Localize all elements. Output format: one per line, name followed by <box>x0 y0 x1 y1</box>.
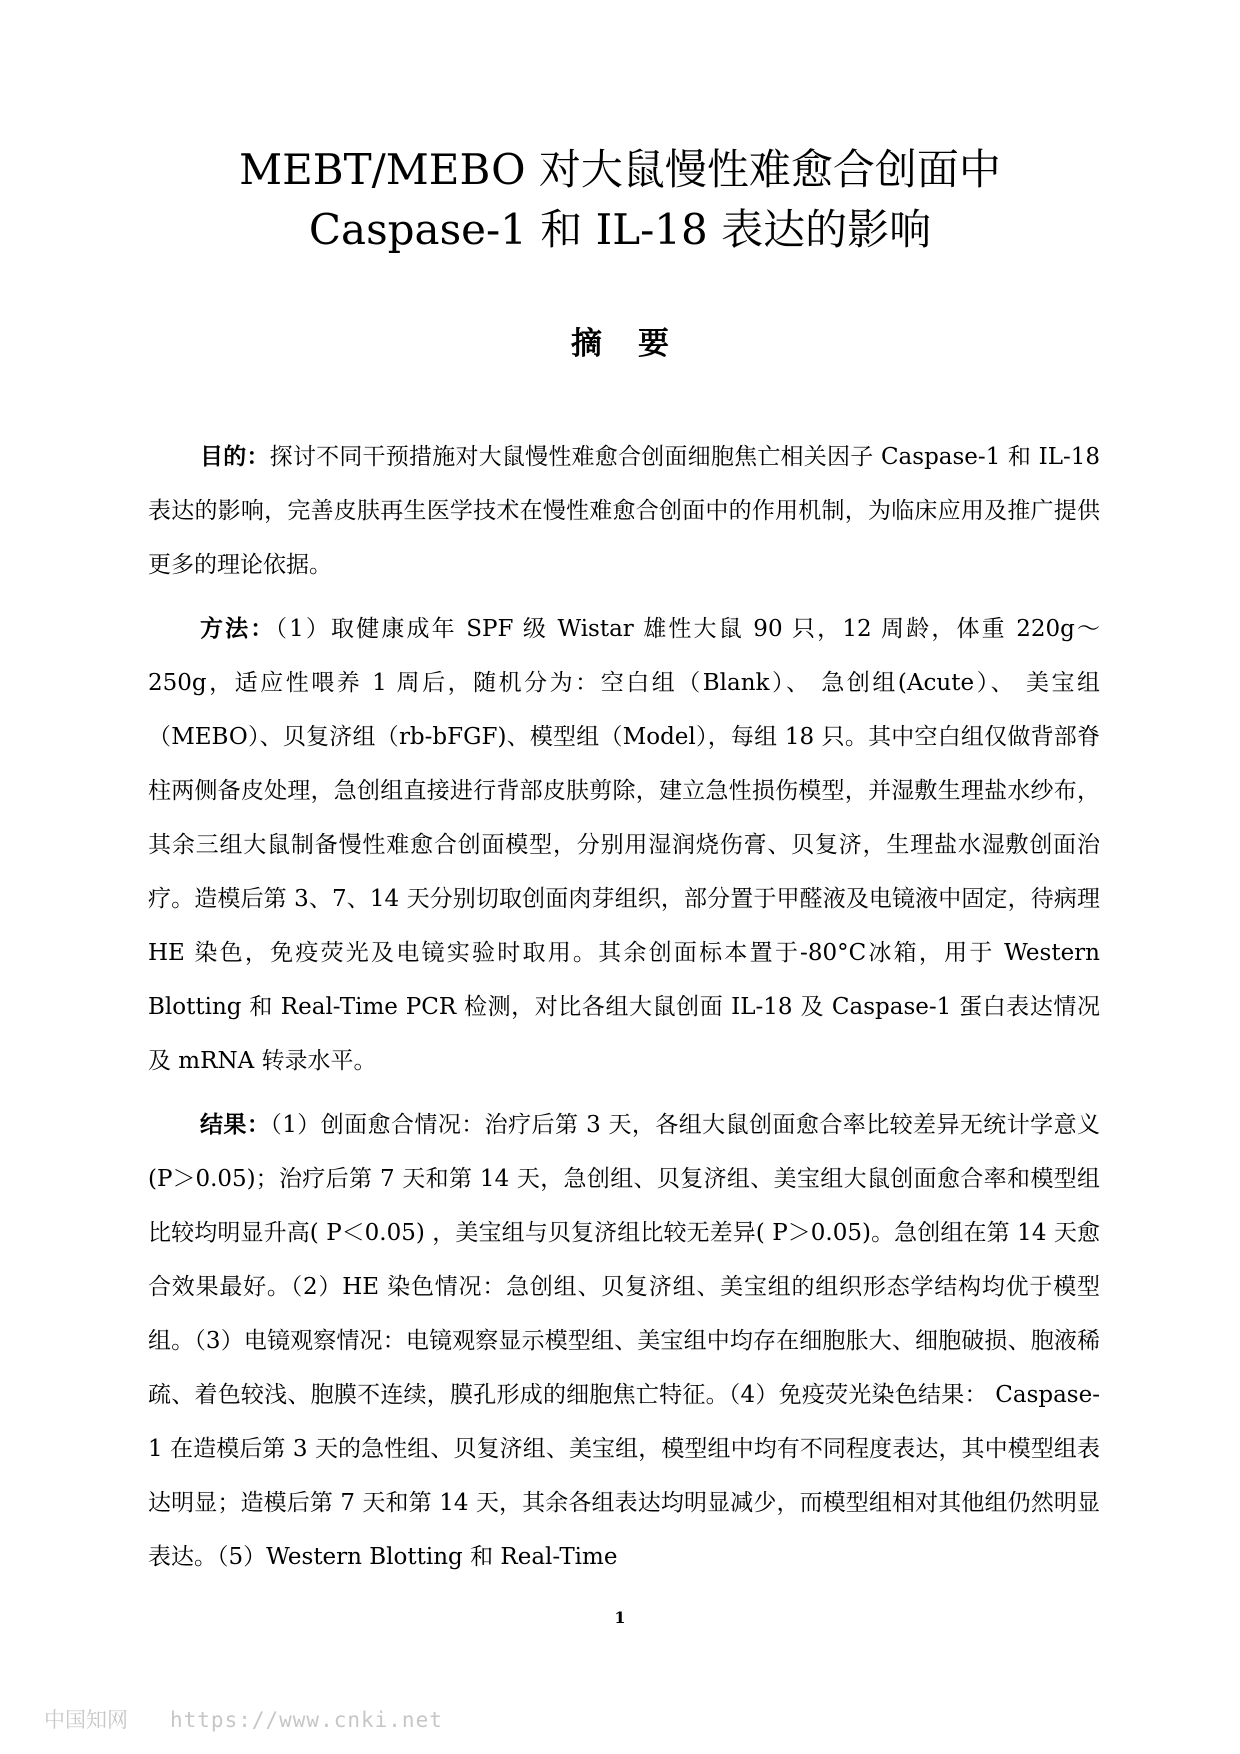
paragraph-text-objective: 探讨不同干预措施对大鼠慢性难愈合创面细胞焦亡相关因子 Caspase-1 和 IL-18 表达的影响，完善皮肤再生医学技术在慢性难愈合创面中的作用机制，为临床应用及推广提供更多的理论依据。 <box>148 444 1101 578</box>
paragraph-objective <box>148 430 1100 592</box>
paragraph-text-methods: （1）取健康成年 SPF 级 Wistar 雄性大鼠 90 只，12 周龄，体重 220g～250g，适应性喂养 1 周后，随机分为：空白组（Blank）、 急创组(Acute）、 美宝组（MEBO）、贝复济组（rb-bFGF)、模型组（Model），每组 18 只。其中空白组仅做背部脊柱两侧备皮处理，急创组直接进行背部皮肤剪除，建立急性损伤模型，并湿敷生理盐水纱布，其余三组大鼠制备慢性难愈合创面模型，分别用湿润烧伤膏、贝复济，生理盐水湿敷创面治疗。造模后第 3、7、14 天分别切取创面肉芽组织，部分置于甲醛液及电镜液中固定，待病理 HE 染色，免疫荧光及电镜实验时取用。其余创面标本置于-80°C冰箱，用于 Western Blotting 和 Real-Time PCR 检测，对比各组大鼠创面 IL-18 及 Caspase-1 蛋白表达情况及 mRNA 转录水平。 <box>148 616 1100 1074</box>
abstract-heading: 摘要 <box>571 326 705 362</box>
paragraph-label-methods: 方法： <box>200 615 276 642</box>
paper-title-line-1: MEBT/MEBO 对大鼠慢性难愈合创面中 <box>239 145 1001 194</box>
cnki-watermark <box>44 1704 443 1734</box>
paper-title <box>0 140 1240 260</box>
paragraph-results <box>148 1098 1100 1584</box>
paper-title-line-2: Caspase-1 和 IL-18 表达的影响 <box>308 205 932 254</box>
page-number: 1 <box>614 1608 626 1627</box>
paragraph-label-results: 结果： <box>200 1111 271 1138</box>
watermark-url: https://www.cnki.net <box>170 1708 443 1732</box>
paragraph-label-objective: 目的： <box>200 443 270 470</box>
paragraph-text-results: （1）创面愈合情况：治疗后第 3 天，各组大鼠创面愈合率比较差异无统计学意义 (P＞0.05)；治疗后第 7 天和第 14 天，急创组、贝复济组、美宝组大鼠创面愈合率和模型组比较均明显升高( P＜0.05) ，美宝组与贝复济组比较无差异( P＞0.05)。急创组在第 14 天愈合效果最好。（2）HE 染色情况：急创组、贝复济组、美宝组的组织形态学结构均优于模型组。（3）电镜观察情况：电镜观察显示模型组、美宝组中均存在细胞胀大、细胞破损、胞液稀疏、着色较浅、胞膜不连续，膜孔形成的细胞焦亡特征。（4）免疫荧光染色结果： Caspase-1 在造模后第 3 天的急性组、贝复济组、美宝组，模型组中均有不同程度表达，其中模型组表达明显；造模后第 7 天和第 14 天，其余各组表达均明显减少，而模型组相对其他组仍然明显表达。（5）Western Blotting 和 Real-Time <box>148 1112 1101 1570</box>
abstract-body <box>148 430 1100 1584</box>
paragraph-methods <box>148 602 1100 1088</box>
watermark-site-name: 中国知网 <box>44 1708 128 1732</box>
